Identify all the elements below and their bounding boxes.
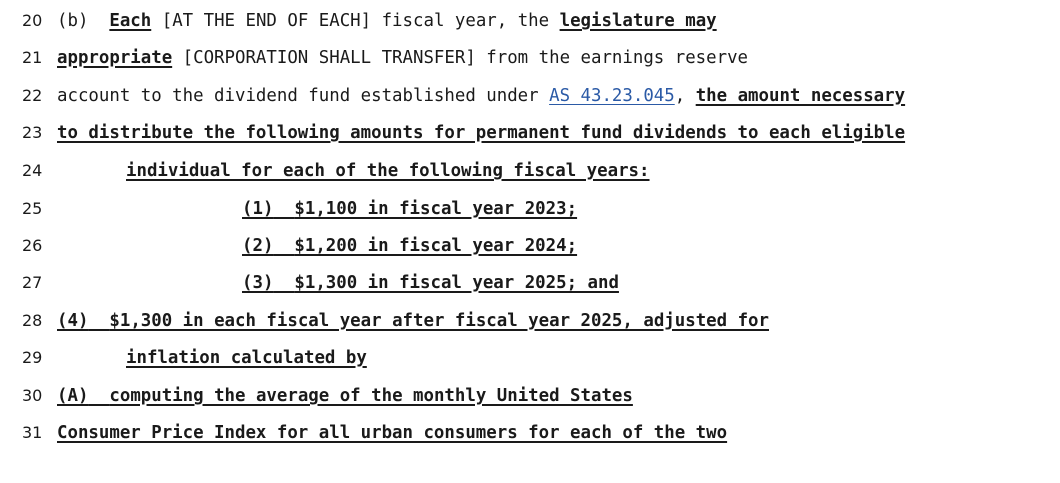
inserted-text: inflation calculated by xyxy=(126,348,367,368)
inserted-text: (3) xyxy=(242,273,274,293)
inserted-text: (2) xyxy=(242,236,274,256)
document-line xyxy=(0,44,1060,72)
underlined-gap xyxy=(88,386,109,406)
line-text xyxy=(57,382,633,410)
inserted-text: legislature may xyxy=(559,11,717,31)
inserted-text: computing the average of the monthly United States xyxy=(109,386,633,406)
line-text xyxy=(242,232,577,260)
line-text xyxy=(57,44,748,72)
inserted-text: the amount necessary xyxy=(695,86,906,106)
inserted-text: (4) xyxy=(57,311,89,331)
document-line xyxy=(0,269,1060,297)
underlined-gap xyxy=(273,273,294,293)
inserted-text: $1,200 in fiscal year 2024; xyxy=(294,236,578,256)
line-text xyxy=(126,344,367,372)
inserted-text: individual for each of the following fiscal years: xyxy=(126,161,650,181)
line-number: 28 xyxy=(22,311,43,330)
line-text xyxy=(57,119,905,147)
inserted-text: appropriate xyxy=(57,48,173,68)
inserted-text: $1,100 in fiscal year 2023; xyxy=(294,199,578,219)
inserted-text: Each xyxy=(109,11,152,31)
document-line xyxy=(0,119,1060,147)
line-text xyxy=(57,419,727,447)
underlined-gap xyxy=(88,311,109,331)
line-text xyxy=(57,307,769,335)
line-number: 24 xyxy=(22,161,43,180)
line-number: 29 xyxy=(22,348,43,367)
inserted-text: $1,300 in each fiscal year after fiscal year 2025, adjusted for xyxy=(109,311,769,331)
document-line xyxy=(0,382,1060,410)
inserted-text: Consumer Price Index for all urban consumers for each of the two xyxy=(57,423,728,443)
existing-text: [CORPORATION SHALL TRANSFER] from the earnings reserve xyxy=(172,48,749,68)
document-line xyxy=(0,307,1060,335)
document-line xyxy=(0,157,1060,185)
line-number: 21 xyxy=(22,48,43,67)
document-line xyxy=(0,419,1060,447)
underlined-gap xyxy=(273,199,294,219)
document-line xyxy=(0,232,1060,260)
inserted-text: to distribute the following amounts for permanent fund dividends to each eligible xyxy=(57,123,906,143)
line-text xyxy=(242,195,577,223)
line-number: 22 xyxy=(22,86,43,105)
line-number: 20 xyxy=(22,11,43,30)
line-number: 27 xyxy=(22,273,43,292)
line-number: 31 xyxy=(22,423,43,442)
line-number: 30 xyxy=(22,386,43,405)
existing-text: [AT THE END OF EACH] fiscal year, the xyxy=(151,11,560,31)
line-text xyxy=(57,82,905,110)
document-line xyxy=(0,195,1060,223)
line-text xyxy=(126,157,650,185)
inserted-text: (A) xyxy=(57,386,89,406)
line-number: 25 xyxy=(22,199,43,218)
existing-text: , xyxy=(674,86,696,106)
inserted-text: $1,300 in fiscal year 2025; and xyxy=(294,273,619,293)
underlined-gap xyxy=(273,236,294,256)
document-line xyxy=(0,82,1060,110)
document-line xyxy=(0,344,1060,372)
line-number: 26 xyxy=(22,236,43,255)
inserted-text: (1) xyxy=(242,199,274,219)
existing-text: account to the dividend fund established under xyxy=(57,86,550,106)
line-text xyxy=(57,7,717,35)
statute-reference-link[interactable]: AS 43.23.045 xyxy=(549,86,675,106)
existing-text: (b) xyxy=(57,11,110,31)
line-text xyxy=(242,269,619,297)
line-number: 23 xyxy=(22,123,43,142)
document-line xyxy=(0,7,1060,35)
